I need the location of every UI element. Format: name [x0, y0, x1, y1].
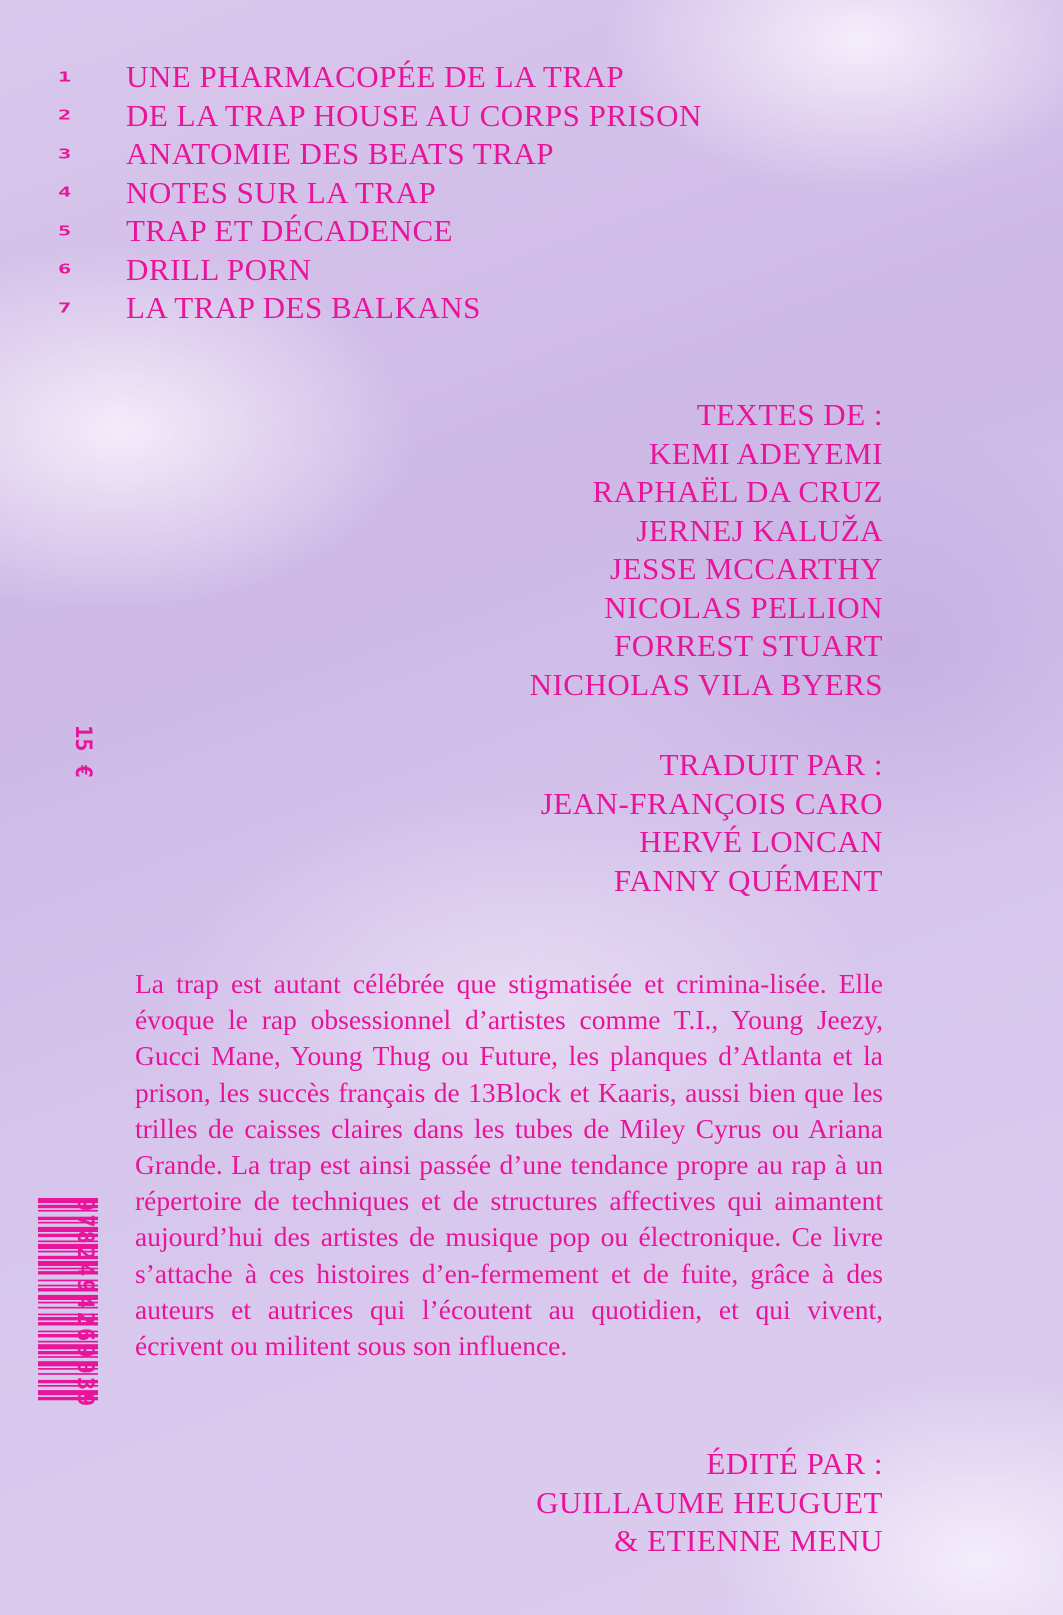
chapter-number: 7 [58, 300, 72, 316]
chapter-title: UNE PHARMACOPÉE DE LA TRAP [126, 59, 625, 95]
chapter-title: DE LA TRAP HOUSE AU CORPS PRISON [126, 97, 702, 133]
translators-heading: TRADUIT PAR : [659, 747, 883, 782]
author-name: NICOLAS PELLION [604, 589, 883, 625]
chapter-number: 5 [58, 223, 72, 239]
chapter-number: 3 [58, 146, 72, 162]
toc-item [58, 289, 702, 328]
toc-item [58, 174, 702, 213]
chapter-number: 6 [58, 262, 72, 278]
author-name: JERNEJ KALUŽA [636, 512, 883, 548]
translator-name: JEAN-FRANÇOIS CARO [540, 785, 883, 821]
chapter-title: DRILL PORN [126, 251, 312, 287]
chapter-number: 4 [58, 185, 72, 201]
translators-block [541, 746, 883, 900]
chapter-title: LA TRAP DES BALKANS [126, 290, 481, 326]
toc-item [58, 58, 702, 97]
chapter-number: 1 [58, 69, 72, 85]
author-name: FORREST STUART [614, 628, 883, 663]
table-of-contents [58, 58, 702, 328]
isbn-digits: 9782494269039 [72, 1198, 97, 1410]
editors-heading: ÉDITÉ PAR : [706, 1446, 883, 1481]
authors-block [530, 396, 883, 704]
price-label: 15 € [70, 725, 95, 778]
chapter-number: 2 [58, 108, 72, 124]
editor-name: & ETIENNE MENU [614, 1523, 883, 1558]
editor-name: GUILLAUME HEUGUET [536, 1484, 883, 1520]
toc-item [58, 135, 702, 174]
author-name: RAPHAËL DA CRUZ [592, 474, 883, 509]
translator-name: FANNY QUÉMENT [613, 862, 883, 898]
toc-item [58, 97, 702, 136]
editors-block [536, 1445, 883, 1561]
toc-item [58, 251, 702, 290]
author-name: KEMI ADEYEMI [648, 435, 883, 471]
author-name: NICHOLAS VILA BYERS [529, 666, 883, 702]
toc-item [58, 212, 702, 251]
translator-name: HERVÉ LONCAN [639, 824, 883, 859]
back-cover-blurb: La trap est autant célébrée que stigmatisée et crimina-lisée. Elle évoque le rap obsessionnel d’artistes comme T.I., Young Jeezy, Gucci Mane, Young Thug ou Future, les planques d’Atlanta et la prison, les succès français de 13Block et Kaaris, aussi bien que les trilles de caisses claires dans les tubes de Miley Cyrus ou Ariana Grande. La trap est ainsi passée d’une tendance propre au rap à un répertoire de techniques et de structures affectives qui aimantent aujourd’hui des artistes de musique pop ou électronique. Ce livre s’attache à ces histoires d’en-fermement et de fuite, grâce à des auteurs et autrices qui l’écoutent au quotidien, et qui vivent, écrivent ou militent sous son influence. [135, 968, 883, 1362]
chapter-title: NOTES SUR LA TRAP [126, 174, 437, 210]
author-name: JESSE MCCARTHY [610, 551, 883, 586]
authors-heading: TEXTES DE : [696, 397, 883, 432]
chapter-title: ANATOMIE DES BEATS TRAP [126, 136, 555, 172]
chapter-title: TRAP ET DÉCADENCE [126, 213, 454, 249]
